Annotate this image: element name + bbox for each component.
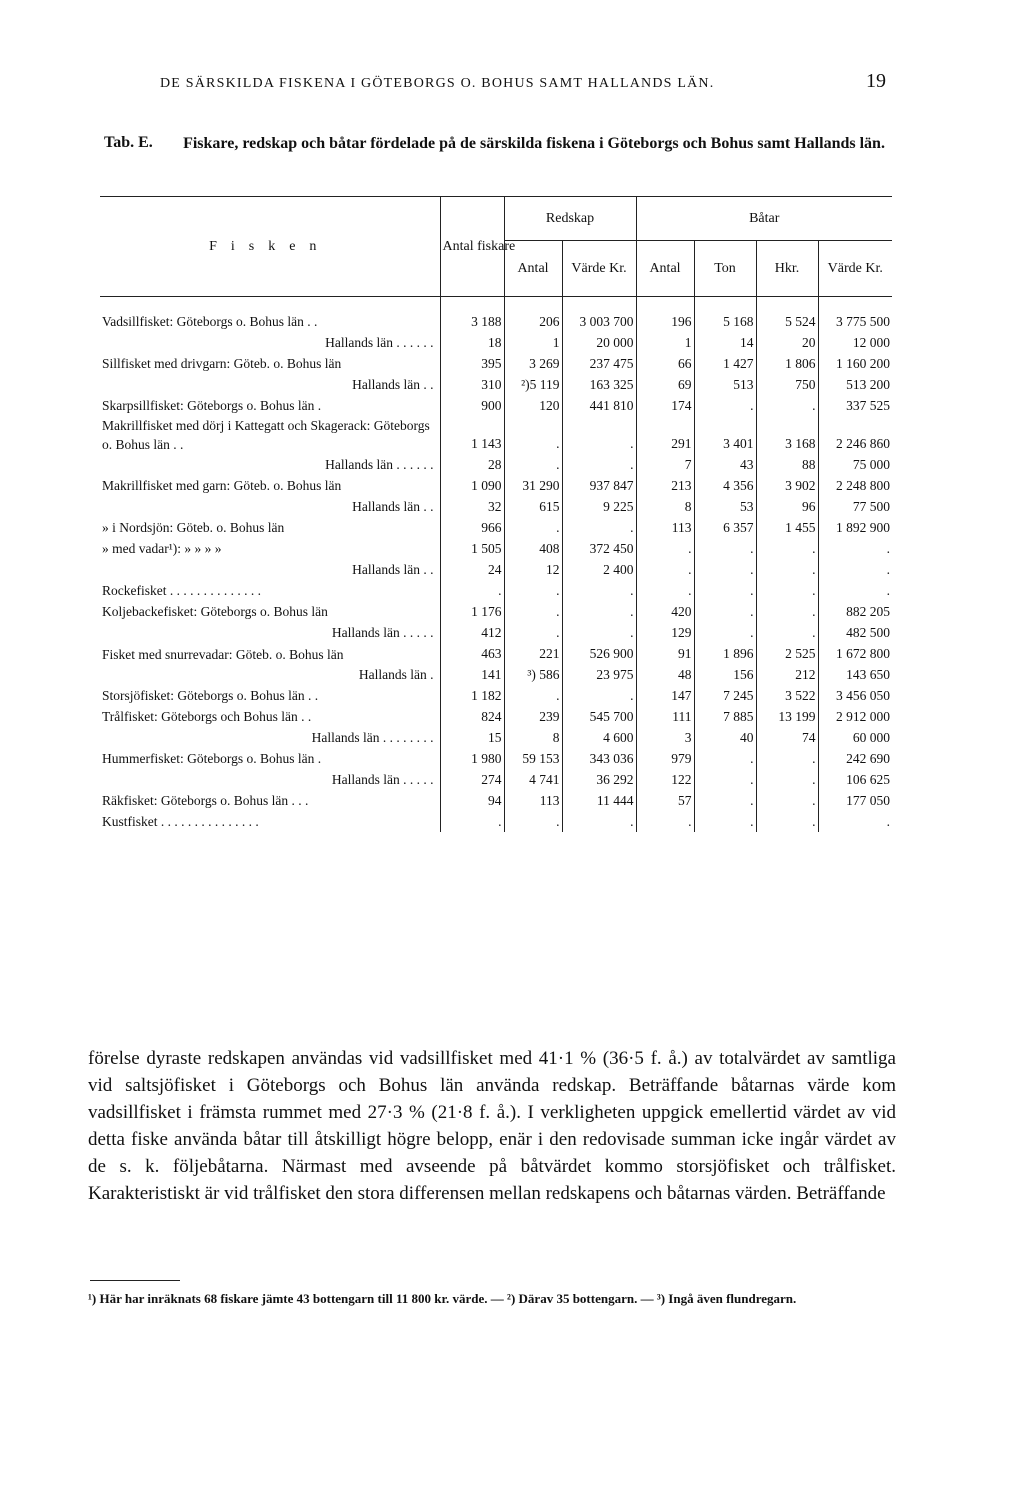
- row-cell: 143 650: [818, 664, 892, 685]
- row-cell: 31 290: [504, 475, 562, 496]
- row-cell: ²)5 119: [504, 374, 562, 395]
- row-cell: .: [440, 580, 504, 601]
- row-cell: .: [756, 622, 818, 643]
- row-cell: .: [636, 559, 694, 580]
- row-cell: 412: [440, 622, 504, 643]
- row-cell: 239: [504, 706, 562, 727]
- row-cell: 3 902: [756, 475, 818, 496]
- row-cell: 1 176: [440, 601, 504, 622]
- row-cell: 59 153: [504, 748, 562, 769]
- row-cell: .: [756, 580, 818, 601]
- row-cell: 463: [440, 643, 504, 664]
- row-cell: ³) 586: [504, 664, 562, 685]
- row-label: Rockefisket . . . . . . . . . . . . . .: [102, 583, 261, 598]
- row-cell: 3 188: [440, 311, 504, 332]
- row-cell: 441 810: [562, 395, 636, 416]
- table-row: [100, 559, 892, 580]
- table-row: [100, 395, 892, 416]
- row-cell: .: [562, 580, 636, 601]
- row-cell: 6 357: [694, 517, 756, 538]
- row-cell: 3 401: [694, 416, 756, 454]
- row-cell: 1 505: [440, 538, 504, 559]
- table-row: [100, 748, 892, 769]
- row-cell: 5 524: [756, 311, 818, 332]
- row-cell: 1 427: [694, 353, 756, 374]
- row-cell: 1 806: [756, 353, 818, 374]
- row-cell: 2 248 800: [818, 475, 892, 496]
- row-cell: 1 892 900: [818, 517, 892, 538]
- row-cell: .: [756, 769, 818, 790]
- row-cell: 75 000: [818, 454, 892, 475]
- row-cell: 141: [440, 664, 504, 685]
- row-cell: 113: [636, 517, 694, 538]
- row-cell: .: [818, 559, 892, 580]
- row-label: Hallands län . .: [352, 499, 434, 514]
- row-cell: 69: [636, 374, 694, 395]
- row-cell: 3 269: [504, 353, 562, 374]
- row-label: Makrillfisket med dörj i Kattegatt och Skagerack: Göteborgs o. Bohus län . .: [102, 418, 430, 452]
- table-row: [100, 475, 892, 496]
- row-cell: .: [562, 454, 636, 475]
- row-cell: .: [504, 580, 562, 601]
- row-cell: 120: [504, 395, 562, 416]
- header-fisken: Fisken: [100, 197, 440, 297]
- row-label: Hallands län . . . . .: [331, 772, 434, 787]
- row-cell: 3 456 050: [818, 685, 892, 706]
- row-cell: 106 625: [818, 769, 892, 790]
- table-row: [100, 727, 892, 748]
- row-cell: 291: [636, 416, 694, 454]
- row-cell: .: [694, 601, 756, 622]
- row-cell: .: [504, 811, 562, 832]
- row-label: » med vadar¹): » » » »: [102, 541, 222, 556]
- row-cell: 43: [694, 454, 756, 475]
- row-cell: 3 775 500: [818, 311, 892, 332]
- row-cell: 74: [756, 727, 818, 748]
- row-cell: 1 182: [440, 685, 504, 706]
- row-label: Hallands län . . . . . .: [325, 335, 434, 350]
- running-head: DE SÄRSKILDA FISKENA I GÖTEBORGS O. BOHUS SAMT HALLANDS LÄN.: [160, 76, 715, 91]
- row-cell: 60 000: [818, 727, 892, 748]
- row-cell: 3: [636, 727, 694, 748]
- row-cell: 94: [440, 790, 504, 811]
- row-cell: 32: [440, 496, 504, 517]
- row-cell: .: [636, 538, 694, 559]
- row-label: Hallands län . . . . .: [331, 625, 434, 640]
- row-cell: .: [504, 454, 562, 475]
- row-cell: 900: [440, 395, 504, 416]
- row-cell: .: [504, 416, 562, 454]
- row-label: » i Nordsjön: Göteb. o. Bohus län: [102, 520, 285, 535]
- row-cell: .: [818, 538, 892, 559]
- row-cell: 174: [636, 395, 694, 416]
- row-cell: .: [636, 580, 694, 601]
- row-cell: 343 036: [562, 748, 636, 769]
- row-label: Sillfisket med drivgarn: Göteb. o. Bohus län: [102, 356, 342, 371]
- row-cell: 526 900: [562, 643, 636, 664]
- row-cell: 53: [694, 496, 756, 517]
- row-cell: .: [562, 811, 636, 832]
- header-batar-hkr: Hkr.: [756, 241, 818, 297]
- table-row: [100, 311, 892, 332]
- row-cell: .: [562, 685, 636, 706]
- header-redskap: Redskap: [504, 197, 636, 241]
- row-cell: 23 975: [562, 664, 636, 685]
- row-cell: 7 245: [694, 685, 756, 706]
- row-cell: 1: [504, 332, 562, 353]
- row-label: Hallands län . .: [352, 377, 434, 392]
- row-cell: 882 205: [818, 601, 892, 622]
- row-cell: .: [756, 811, 818, 832]
- row-cell: .: [504, 622, 562, 643]
- table-row: [100, 811, 892, 832]
- row-cell: .: [562, 601, 636, 622]
- table-row: [100, 790, 892, 811]
- row-cell: 12 000: [818, 332, 892, 353]
- row-cell: 20: [756, 332, 818, 353]
- table-row: [100, 332, 892, 353]
- row-cell: .: [440, 811, 504, 832]
- row-cell: 2 400: [562, 559, 636, 580]
- row-cell: 420: [636, 601, 694, 622]
- row-cell: .: [504, 601, 562, 622]
- table-row: [100, 769, 892, 790]
- row-label: Skarpsillfisket: Göteborgs o. Bohus län .: [102, 398, 322, 413]
- body-text: förelse dyraste redskapen användas vid vadsillfisket med 41·1 % (36·5 f. å.) av totalvärdet av samtliga vid saltsjöfisket i Göteborgs och Bohus län använda redskap. Beträffande båtarnas värde kom vadsillfisket i främsta rummet med 27·3 % (21·8 f. å.). I verkligheten uppgick emellertid värdet av vid detta fiske använda båtar till åtskilligt högre belopp, enär i den redovisade summan icke ingår värdet av de s. k. följebåtarna. Närmast med avseende på båtvärdet kommo storsjöfisket och trålfisket. Karakteristiskt är vid trålfisket den stora differensen mellan redskapens och båtarnas värden. Beträffande: [88, 1048, 896, 1204]
- row-label: Kustfisket . . . . . . . . . . . . . . .: [102, 814, 259, 829]
- row-cell: 3 522: [756, 685, 818, 706]
- row-cell: 24: [440, 559, 504, 580]
- row-cell: .: [818, 580, 892, 601]
- row-cell: 513: [694, 374, 756, 395]
- row-cell: .: [694, 790, 756, 811]
- table-row: [100, 580, 892, 601]
- row-cell: 337 525: [818, 395, 892, 416]
- row-label: Hallands län . .: [352, 562, 434, 577]
- row-cell: .: [694, 769, 756, 790]
- table-row: [100, 622, 892, 643]
- table-row: [100, 685, 892, 706]
- row-cell: 615: [504, 496, 562, 517]
- row-cell: 1 672 800: [818, 643, 892, 664]
- row-cell: 5 168: [694, 311, 756, 332]
- header-batar: Båtar: [636, 197, 892, 241]
- row-cell: 8: [636, 496, 694, 517]
- row-cell: .: [562, 416, 636, 454]
- row-cell: 15: [440, 727, 504, 748]
- row-cell: 545 700: [562, 706, 636, 727]
- row-cell: .: [562, 517, 636, 538]
- row-cell: 372 450: [562, 538, 636, 559]
- table-row: [100, 353, 892, 374]
- row-cell: 91: [636, 643, 694, 664]
- header-redskap-varde: Värde Kr.: [562, 241, 636, 297]
- row-cell: .: [694, 622, 756, 643]
- table-row: [100, 416, 892, 454]
- table-row: [100, 643, 892, 664]
- row-cell: 156: [694, 664, 756, 685]
- row-cell: .: [694, 559, 756, 580]
- row-label: Hummerfisket: Göteborgs o. Bohus län .: [102, 751, 322, 766]
- row-cell: 2 525: [756, 643, 818, 664]
- row-cell: .: [756, 601, 818, 622]
- row-cell: 1 160 200: [818, 353, 892, 374]
- row-cell: .: [694, 538, 756, 559]
- row-cell: 1 980: [440, 748, 504, 769]
- row-cell: 147: [636, 685, 694, 706]
- row-cell: 221: [504, 643, 562, 664]
- row-cell: .: [756, 538, 818, 559]
- row-cell: 4 356: [694, 475, 756, 496]
- row-cell: 28: [440, 454, 504, 475]
- fishery-table: [100, 196, 892, 832]
- row-cell: 2 912 000: [818, 706, 892, 727]
- row-label: Storsjöfisket: Göteborgs o. Bohus län . .: [102, 688, 319, 703]
- row-cell: 3 003 700: [562, 311, 636, 332]
- row-cell: .: [504, 517, 562, 538]
- row-cell: 77 500: [818, 496, 892, 517]
- row-cell: 96: [756, 496, 818, 517]
- row-cell: 18: [440, 332, 504, 353]
- row-cell: 4 600: [562, 727, 636, 748]
- row-cell: 12: [504, 559, 562, 580]
- row-cell: .: [756, 748, 818, 769]
- table-title: Fiskare, redskap och båtar fördelade på de särskilda fiskena i Göteborgs och Bohus samt Hallands län.: [183, 135, 885, 152]
- row-cell: 408: [504, 538, 562, 559]
- row-cell: 237 475: [562, 353, 636, 374]
- row-cell: 824: [440, 706, 504, 727]
- row-label: Hallands län .: [358, 667, 434, 682]
- row-cell: 36 292: [562, 769, 636, 790]
- row-label: Hallands län . . . . . . . .: [311, 730, 434, 745]
- row-label: Makrillfisket med garn: Göteb. o. Bohus län: [102, 478, 342, 493]
- footnote-rule: [90, 1280, 180, 1281]
- row-cell: 177 050: [818, 790, 892, 811]
- row-cell: 163 325: [562, 374, 636, 395]
- row-cell: 9 225: [562, 496, 636, 517]
- row-cell: .: [756, 395, 818, 416]
- table-row: [100, 538, 892, 559]
- header-batar-varde: Värde Kr.: [818, 241, 892, 297]
- row-cell: 88: [756, 454, 818, 475]
- row-label: Trålfisket: Göteborgs och Bohus län . .: [102, 709, 312, 724]
- row-cell: 212: [756, 664, 818, 685]
- row-cell: 213: [636, 475, 694, 496]
- row-cell: 2 246 860: [818, 416, 892, 454]
- row-cell: 482 500: [818, 622, 892, 643]
- row-cell: .: [694, 580, 756, 601]
- row-cell: 129: [636, 622, 694, 643]
- row-cell: 395: [440, 353, 504, 374]
- table-label: Tab. E.: [104, 134, 153, 151]
- row-cell: 513 200: [818, 374, 892, 395]
- row-cell: 111: [636, 706, 694, 727]
- row-cell: 1 896: [694, 643, 756, 664]
- row-cell: 274: [440, 769, 504, 790]
- table-row: [100, 517, 892, 538]
- row-cell: 13 199: [756, 706, 818, 727]
- row-cell: 122: [636, 769, 694, 790]
- row-cell: .: [694, 748, 756, 769]
- row-cell: 11 444: [562, 790, 636, 811]
- table-row: [100, 664, 892, 685]
- row-label: Vadsillfisket: Göteborgs o. Bohus län . .: [102, 314, 318, 329]
- row-cell: 1: [636, 332, 694, 353]
- row-cell: 1 090: [440, 475, 504, 496]
- header-redskap-antal: Antal: [504, 241, 562, 297]
- row-label: Hallands län . . . . . .: [325, 457, 434, 472]
- table-row: [100, 496, 892, 517]
- header-batar-antal: Antal: [636, 241, 694, 297]
- row-cell: 66: [636, 353, 694, 374]
- row-cell: 979: [636, 748, 694, 769]
- header-batar-ton: Ton: [694, 241, 756, 297]
- row-cell: 113: [504, 790, 562, 811]
- row-cell: 3 168: [756, 416, 818, 454]
- row-cell: 937 847: [562, 475, 636, 496]
- row-cell: .: [694, 395, 756, 416]
- page-number: 19: [866, 70, 886, 92]
- row-cell: .: [504, 685, 562, 706]
- row-cell: 196: [636, 311, 694, 332]
- row-cell: 1 143: [440, 416, 504, 454]
- row-cell: .: [636, 811, 694, 832]
- row-cell: 966: [440, 517, 504, 538]
- row-label: Fisket med snurrevadar: Göteb. o. Bohus län: [102, 647, 344, 662]
- row-cell: 40: [694, 727, 756, 748]
- row-cell: 750: [756, 374, 818, 395]
- row-cell: 310: [440, 374, 504, 395]
- row-cell: .: [756, 790, 818, 811]
- row-cell: 7: [636, 454, 694, 475]
- row-cell: 242 690: [818, 748, 892, 769]
- table-row: [100, 454, 892, 475]
- row-cell: .: [756, 559, 818, 580]
- table-row: [100, 706, 892, 727]
- table-row: [100, 374, 892, 395]
- header-antal-fiskare: Antal fiskare: [440, 197, 504, 297]
- row-label: Räkfisket: Göteborgs o. Bohus län . . .: [102, 793, 309, 808]
- row-cell: 1 455: [756, 517, 818, 538]
- row-cell: 7 885: [694, 706, 756, 727]
- row-cell: .: [694, 811, 756, 832]
- row-cell: 206: [504, 311, 562, 332]
- row-cell: .: [562, 622, 636, 643]
- table-row: [100, 601, 892, 622]
- row-label: Koljebackefisket: Göteborgs o. Bohus län: [102, 604, 328, 619]
- row-cell: 4 741: [504, 769, 562, 790]
- row-cell: .: [818, 811, 892, 832]
- row-cell: 48: [636, 664, 694, 685]
- row-cell: 57: [636, 790, 694, 811]
- row-cell: 20 000: [562, 332, 636, 353]
- row-cell: 14: [694, 332, 756, 353]
- row-cell: 8: [504, 727, 562, 748]
- footnote: ¹) Här har inräknats 68 fiskare jämte 43 bottengarn till 11 800 kr. värde. — ²) Därav 35 bottengarn. — ³) Ingå även flundregarn.: [88, 1291, 797, 1306]
